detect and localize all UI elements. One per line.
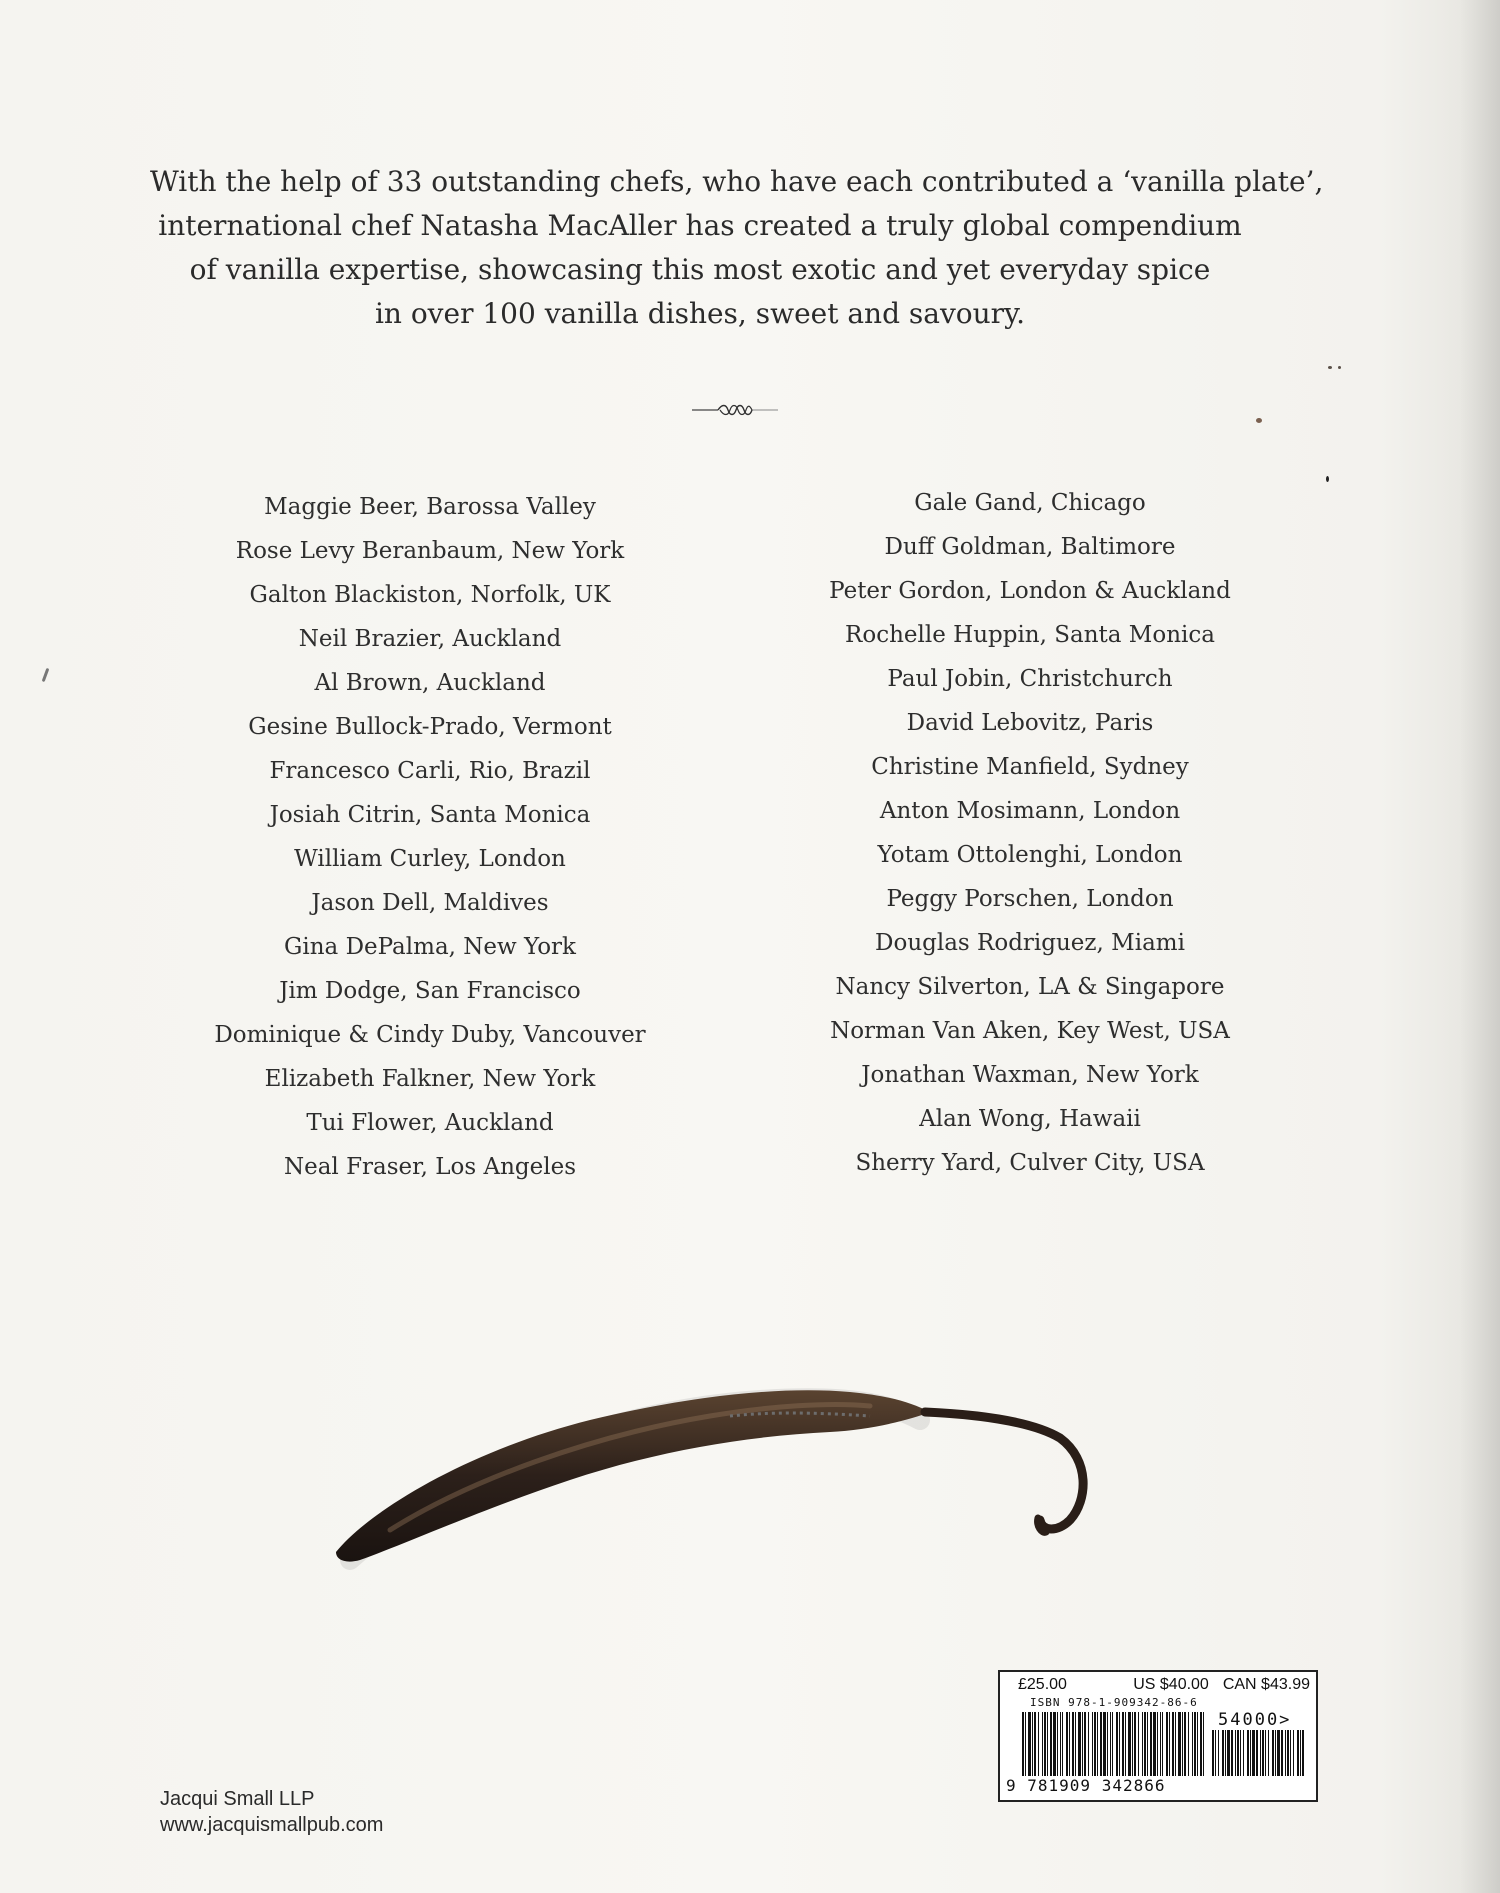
barcode-bar [1066, 1712, 1068, 1776]
barcode-bar [1094, 1712, 1096, 1776]
barcode-bar [1260, 1730, 1261, 1776]
blurb-line: international chef Natasha MacAller has created a truly global compendium [158, 209, 1242, 242]
paper-speck [1326, 476, 1329, 482]
barcode-bar [1022, 1712, 1024, 1776]
chef-entry: Christine Manfield, Sydney [871, 754, 1189, 780]
blurb-line: in over 100 vanilla dishes, sweet and savoury. [374, 297, 1026, 330]
barcode-addon-bars [1212, 1730, 1304, 1776]
chef-entry: Paul Jobin, Christchurch [887, 666, 1173, 692]
barcode-bar [1166, 1712, 1168, 1776]
chef-entry: Galton Blackiston, Norfolk, UK [249, 582, 611, 608]
vanilla-pod-icon [330, 1320, 1130, 1580]
chef-entry: Yotam Ottolenghi, London [877, 842, 1183, 868]
chef-entry: Gale Gand, Chicago [914, 490, 1146, 516]
barcode-bar [1192, 1712, 1193, 1776]
barcode-bar [1268, 1730, 1269, 1776]
publisher-name: Jacqui Small LLP [160, 1788, 315, 1810]
chef-entry: Peter Gordon, London & Auckland [829, 578, 1231, 604]
chef-entry: Josiah Citrin, Santa Monica [269, 802, 591, 828]
barcode-bar [1138, 1712, 1139, 1776]
barcode-label [998, 1670, 1318, 1802]
chef-entry: Sherry Yard, Culver City, USA [855, 1150, 1205, 1176]
barcode-bar [1125, 1712, 1126, 1776]
barcode-bar [1262, 1730, 1264, 1776]
barcode-bar [1200, 1712, 1202, 1776]
barcode-bar [1227, 1730, 1230, 1776]
barcode-bar [1197, 1712, 1198, 1776]
barcode-bar [1252, 1730, 1255, 1776]
barcode-bar [1302, 1730, 1304, 1776]
barcode-bar [1215, 1730, 1216, 1776]
barcode-bar [1075, 1712, 1076, 1776]
barcode-bar [1178, 1712, 1181, 1776]
barcode-bar [1247, 1730, 1249, 1776]
barcode-bar [1147, 1712, 1148, 1776]
chef-entry: Maggie Beer, Barossa Valley [264, 494, 596, 520]
barcode-bar [1084, 1712, 1086, 1776]
chef-entry: Jonathan Waxman, New York [861, 1062, 1199, 1088]
barcode-bar [1144, 1712, 1146, 1776]
barcode-bar [1132, 1712, 1133, 1776]
barcode-bar [1100, 1712, 1102, 1776]
barcode-bar [1116, 1712, 1118, 1776]
ean-number: 9 781909 342866 [1006, 1776, 1166, 1795]
chef-entry: Neal Fraser, Los Angeles [283, 1154, 577, 1180]
barcode-bar [1057, 1712, 1058, 1776]
chef-entry: Elizabeth Falkner, New York [264, 1066, 596, 1092]
barcode-bar [1142, 1712, 1143, 1776]
barcode-bar [1184, 1712, 1186, 1776]
chef-entry: Anton Mosimann, London [879, 798, 1181, 824]
barcode-bar [1275, 1730, 1276, 1776]
barcode-bar [1034, 1712, 1036, 1776]
price-gbp: £25.00 [1018, 1676, 1067, 1693]
price-us: US $40.00 [1133, 1676, 1209, 1693]
barcode-bar [1088, 1712, 1089, 1776]
barcode-bar [1078, 1712, 1081, 1776]
barcode-bar [1290, 1730, 1291, 1776]
barcode-bar [1272, 1730, 1274, 1776]
paper-speck [1256, 418, 1262, 423]
chef-entry: Rose Levy Beranbaum, New York [235, 538, 625, 564]
barcode-bar [1235, 1730, 1236, 1776]
barcode-bar [1082, 1712, 1083, 1776]
chef-entry: Alan Wong, Hawaii [919, 1106, 1141, 1132]
barcode-bar [1047, 1712, 1048, 1776]
barcode-bar [1122, 1712, 1124, 1776]
barcode-bar [1042, 1712, 1043, 1776]
blurb-line: of vanilla expertise, showcasing this most exotic and yet everyday spice [189, 253, 1211, 286]
barcode-bar [1300, 1730, 1301, 1776]
barcode-bar [1250, 1730, 1251, 1776]
barcode-bar [1175, 1712, 1176, 1776]
chef-entry: Al Brown, Auckland [314, 670, 546, 696]
chef-entry: Nancy Silverton, LA & Singapore [835, 974, 1225, 1000]
barcode-bar [1050, 1712, 1052, 1776]
barcode-bar [1060, 1712, 1061, 1776]
barcode-bar [1150, 1712, 1152, 1776]
chef-entry: Francesco Carli, Rio, Brazil [269, 758, 591, 784]
barcode-bar [1069, 1712, 1070, 1776]
chef-entry: Tui Flower, Auckland [306, 1110, 554, 1136]
barcode-bar [1119, 1712, 1120, 1776]
barcode-bar [1134, 1712, 1136, 1776]
chef-entry: Duff Goldman, Baltimore [884, 534, 1176, 560]
paper-speck [42, 668, 50, 682]
barcode-bar [1025, 1712, 1026, 1776]
barcode-bar [1044, 1712, 1046, 1776]
barcode-bar [1293, 1730, 1294, 1776]
chef-entry: Rochelle Huppin, Santa Monica [845, 622, 1215, 648]
barcode-bar [1222, 1730, 1224, 1776]
barcode-bar [1243, 1730, 1244, 1776]
chef-entry: Douglas Rodriguez, Miami [875, 930, 1185, 956]
chef-list-right [780, 481, 1280, 1185]
isbn-text: ISBN 978-1-909342-86-6 [1030, 1696, 1198, 1709]
barcode-bar [1237, 1730, 1239, 1776]
barcode-bar [1032, 1712, 1033, 1776]
barcode-bar [1225, 1730, 1226, 1776]
barcode-bar [1188, 1712, 1189, 1776]
cover-blurb [150, 160, 1324, 336]
price-can: CAN $43.99 [1222, 1676, 1310, 1693]
price-row [1018, 1676, 1310, 1694]
barcode-bar [1153, 1712, 1156, 1776]
barcode-bar [1162, 1712, 1163, 1776]
barcode-bar [1072, 1712, 1074, 1776]
barcode-bar [1231, 1730, 1233, 1776]
barcode-bars [1022, 1712, 1204, 1776]
chef-entry: Peggy Porschen, London [886, 886, 1174, 912]
barcode-bar [1256, 1730, 1258, 1776]
barcode-bar [1110, 1712, 1111, 1776]
paper-speck [1338, 366, 1341, 369]
barcode-bar [1218, 1730, 1219, 1776]
chef-entry: David Lebovitz, Paris [906, 710, 1154, 736]
chef-list-left [180, 485, 680, 1189]
chef-entry: Gina DePalma, New York [284, 934, 576, 960]
barcode-bar [1285, 1730, 1286, 1776]
barcode-bar [1062, 1712, 1063, 1776]
chef-entry: Jason Dell, Maldives [311, 890, 549, 916]
barcode-bar [1128, 1712, 1131, 1776]
barcode-bar [1240, 1730, 1241, 1776]
chef-entry: William Curley, London [294, 846, 566, 872]
barcode-bar [1203, 1712, 1204, 1776]
barcode-bar [1182, 1712, 1183, 1776]
barcode-bar [1265, 1730, 1266, 1776]
ornament-divider [690, 400, 780, 420]
barcode-bar [1281, 1730, 1283, 1776]
barcode-bar [1212, 1730, 1214, 1776]
barcode-bar [1172, 1712, 1174, 1776]
barcode-bar [1107, 1712, 1108, 1776]
chef-entry: Dominique & Cindy Duby, Vancouver [214, 1022, 646, 1048]
barcode-bar [1160, 1712, 1161, 1776]
barcode-bar [1169, 1712, 1170, 1776]
barcode-bar [1297, 1730, 1299, 1776]
chef-entry: Jim Dodge, San Francisco [279, 978, 581, 1004]
barcode-bar [1112, 1712, 1113, 1776]
barcode-bar [1053, 1712, 1056, 1776]
barcode-bar [1092, 1712, 1093, 1776]
publisher-website: www.jacquismallpub.com [160, 1814, 384, 1836]
blurb-line: With the help of 33 outstanding chefs, who have each contributed a ‘vanilla plate’, [150, 165, 1324, 198]
barcode-bar [1097, 1712, 1098, 1776]
barcode-bar [1103, 1712, 1106, 1776]
chef-entry: Neil Brazier, Auckland [298, 626, 562, 652]
barcode-bar [1287, 1730, 1289, 1776]
barcode-bar [1038, 1712, 1039, 1776]
barcode-bar [1157, 1712, 1158, 1776]
barcode-bar [1028, 1712, 1031, 1776]
barcode-bar [1277, 1730, 1280, 1776]
paper-speck [1328, 366, 1332, 369]
barcode-addon-number: 54000> [1218, 1710, 1292, 1730]
spine-shadow [1460, 0, 1500, 1893]
publisher-info [160, 1786, 383, 1838]
barcode-bar [1194, 1712, 1196, 1776]
chef-entry: Norman Van Aken, Key West, USA [830, 1018, 1230, 1044]
chef-entry: Gesine Bullock-Prado, Vermont [248, 714, 612, 740]
